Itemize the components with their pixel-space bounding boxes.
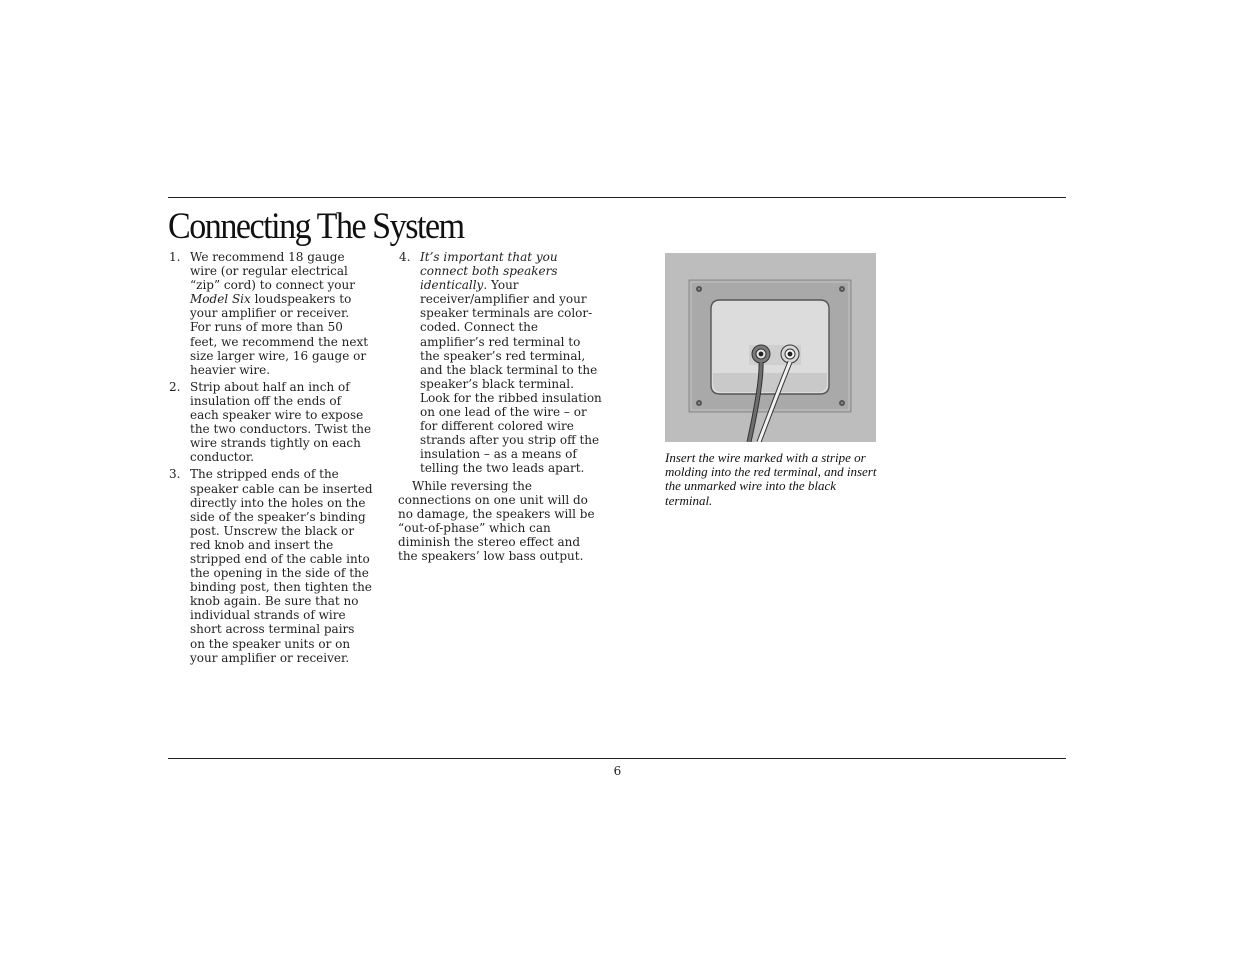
list-item-text: The stripped ends of the speaker cable can be inserted directly into the holes on the side of the speaker’s binding post. Unscrew the black or red knob and insert the stripped end of the cable into the opening in the side of the binding post, then tighten the knob again. Be sure that no individual strands of wire short across terminal pairs on the speaker units or on your amplifier or receiver.: [190, 467, 373, 665]
binding-post-icon: [781, 345, 799, 363]
page-number: 6: [613, 764, 622, 778]
binding-post-illustration: [665, 253, 876, 442]
list-item-text: We recommend 18 gauge wire (or regular electrical “zip” cord) to connect your: [190, 250, 355, 293]
list-item-number: 1.: [169, 250, 181, 264]
page-title: Connecting The System: [168, 206, 464, 247]
binding-post-icon: [752, 345, 770, 363]
list-item-number: 4.: [399, 250, 411, 264]
list-item: [168, 380, 373, 465]
list-item: [398, 250, 603, 476]
figure-caption: Insert the wire marked with a stripe or molding into the red terminal, and insert the unmarked wire into the black terminal.: [665, 450, 877, 508]
emphasis-text: It’s important that you connect both speakers identically: [420, 250, 558, 293]
column-left: [168, 250, 373, 668]
list-item-text: . Your receiver/amplifier and your speaker terminals are color-coded. Connect the amplifier’s red terminal to the speaker’s red terminal, and the black terminal to the speaker’s black terminal. Look for the ribbed insulation on one lead of the wire – or for different colored wire strands after you strip off the insulation – as a means of telling the two leads apart.: [420, 278, 602, 476]
phase-warning-paragraph: While reversing the connections on one unit will do no damage, the speakers will be “out-of-phase” which can diminish the stereo effect and the speakers’ low bass output.: [398, 478, 595, 563]
product-name: Model Six: [190, 292, 251, 307]
top-rule: [168, 197, 1066, 198]
instruction-list-continued: [398, 250, 603, 476]
list-item-text: Strip about half an inch of insulation off the ends of each speaker wire to expose the two conductors. Twist the wire strands tightly on each conductor.: [190, 379, 372, 465]
list-item-text: loudspeakers to your amplifier or receiver. For runs of more than 50 feet, we recommend the next size larger wire, 16 gauge or heavier wire.: [190, 292, 369, 377]
bottom-rule: [168, 758, 1066, 759]
list-item-number: 3.: [169, 467, 181, 482]
list-item: [168, 250, 373, 377]
instruction-list: [168, 250, 373, 665]
list-item-number: 2.: [169, 379, 181, 394]
column-middle: [398, 250, 603, 563]
list-item: [168, 467, 373, 664]
